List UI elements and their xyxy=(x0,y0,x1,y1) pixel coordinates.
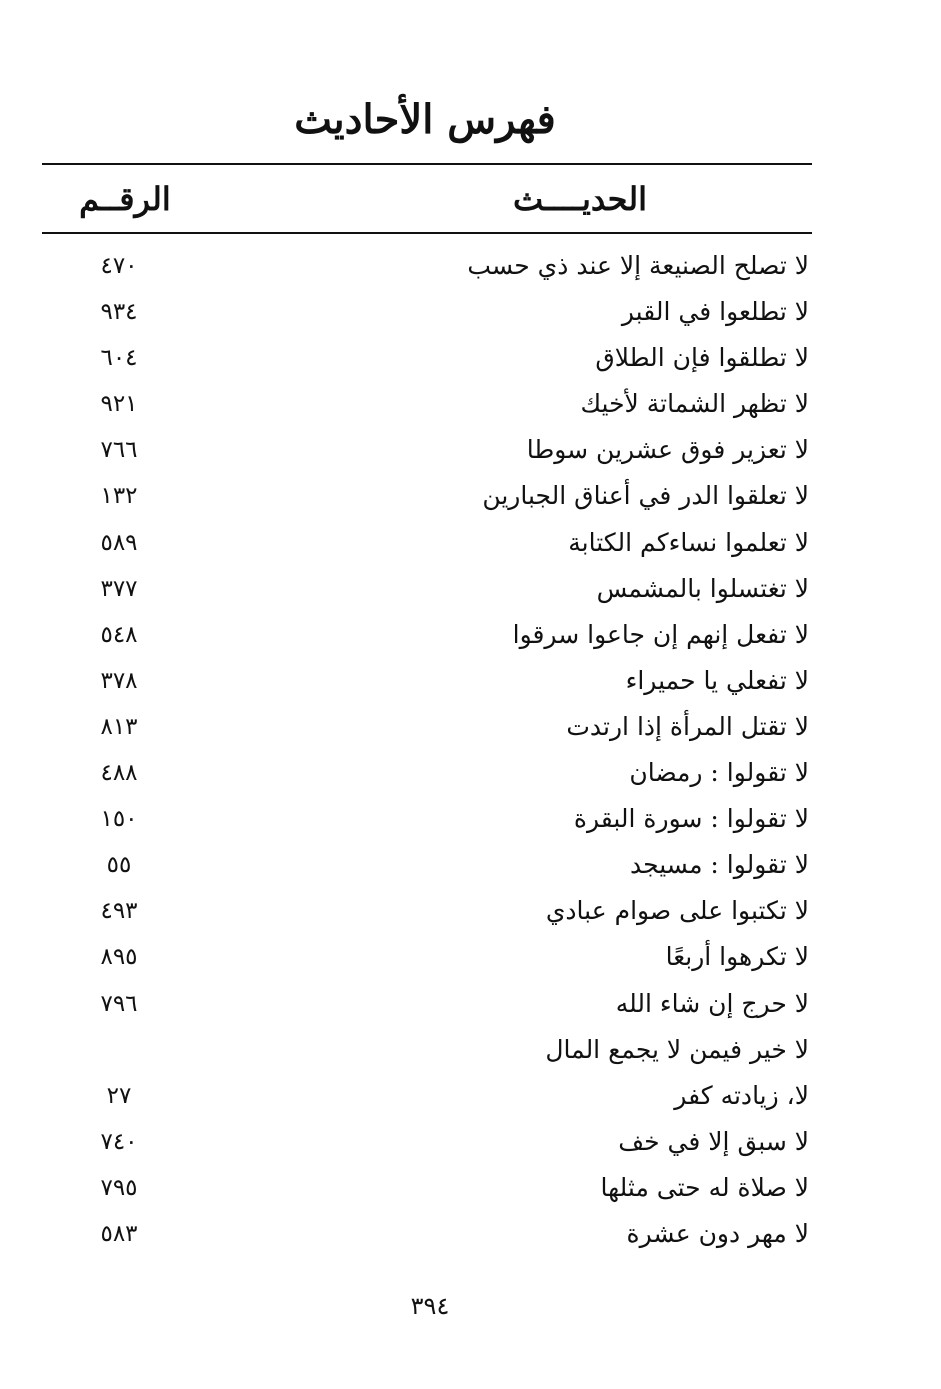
list-item xyxy=(0,1168,941,1214)
hadith-number: ١٣٢ xyxy=(100,483,138,510)
list-item xyxy=(0,246,941,292)
hadith-number: ٤٨٨ xyxy=(100,760,138,787)
list-item xyxy=(0,1076,941,1122)
list-item xyxy=(0,753,941,799)
hadith-number: ٥٥ xyxy=(106,852,132,879)
hadith-text: لا تعلموا نساءكم الكتابة xyxy=(568,527,809,557)
column-header-hadith: الحديــــث xyxy=(513,180,647,218)
list-item xyxy=(0,661,941,707)
list-item xyxy=(0,292,941,338)
hadith-text: لا تطلقوا فإن الطلاق xyxy=(595,343,809,373)
list-item xyxy=(0,937,941,983)
list-item xyxy=(0,384,941,430)
hadith-text: لا تعزير فوق عشرين سوطا xyxy=(526,435,809,465)
hadith-text: لا تعلقوا الدر في أعناق الجبارين xyxy=(482,481,809,511)
hadith-text: لا تقولوا : سورة البقرة xyxy=(573,804,809,834)
hadith-number: ٦٠٤ xyxy=(100,345,138,372)
hadith-number: ١٥٠ xyxy=(100,806,138,833)
column-header-number: الرقــم xyxy=(79,180,171,218)
hadith-number: ٩٣٤ xyxy=(100,299,138,326)
hadith-text: لا تظهر الشماتة لأخيك xyxy=(580,389,809,419)
hadith-number: ٣٧٨ xyxy=(100,667,138,694)
hadith-number: ٧٩٥ xyxy=(100,1174,138,1201)
list-item xyxy=(0,523,941,569)
list-item xyxy=(0,615,941,661)
hadith-text: لا تطلعوا في القبر xyxy=(621,297,809,327)
hadith-number: ٩٢١ xyxy=(100,391,138,418)
list-item xyxy=(0,891,941,937)
hadith-text: لا تقولوا : رمضان xyxy=(629,758,809,788)
hadith-text: لا سبق إلا في خف xyxy=(618,1126,809,1156)
hadith-number: ٨١٣ xyxy=(100,713,138,740)
hadith-number: ٧٦٦ xyxy=(100,437,138,464)
list-item xyxy=(0,984,941,1030)
hadith-text: لا تفعل إنهم إن جاعوا سرقوا xyxy=(512,619,809,649)
list-item xyxy=(0,1122,941,1168)
page-title: فهرس الأحاديث xyxy=(294,96,556,143)
hadith-text: لا حرج إن شاء الله xyxy=(615,988,809,1018)
hadith-index-list xyxy=(0,246,941,1260)
hadith-text: لا تقتل المرأة إذا ارتدت xyxy=(566,711,809,741)
hadith-number: ٥٨٣ xyxy=(100,1220,138,1247)
hadith-text: لا تفعلي يا حميراء xyxy=(625,665,809,695)
header-rule xyxy=(42,232,812,234)
page-number: ٣٩٤ xyxy=(410,1292,450,1320)
hadith-number: ٣٧٧ xyxy=(100,575,138,602)
hadith-text: لا تكرهوا أربعًا xyxy=(665,942,809,972)
hadith-number: ٤٧٠ xyxy=(100,253,138,279)
hadith-text: لا تقولوا : مسيجد xyxy=(629,850,809,880)
list-item xyxy=(0,430,941,476)
list-item xyxy=(0,476,941,522)
list-item xyxy=(0,1214,941,1260)
hadith-text: لا صلاة له حتى مثلها xyxy=(600,1172,809,1202)
list-item xyxy=(0,707,941,753)
hadith-number: ٤٩٣ xyxy=(100,898,138,925)
hadith-number: ٢٧ xyxy=(106,1082,132,1109)
hadith-number: ٥٨٩ xyxy=(100,529,138,556)
hadith-text: لا تصلح الصنيعة إلا عند ذي حسب xyxy=(467,251,809,280)
hadith-number: ٨٩٥ xyxy=(100,944,138,971)
list-item xyxy=(0,1030,941,1076)
hadith-number: ٧٩٦ xyxy=(100,990,138,1017)
hadith-number: ٥٤٨ xyxy=(100,621,138,648)
hadith-number: ٧٤٠ xyxy=(100,1128,138,1155)
list-item xyxy=(0,799,941,845)
hadith-text: لا مهر دون عشرة xyxy=(626,1218,809,1248)
list-item xyxy=(0,845,941,891)
hadith-text: لا تغتسلوا بالمشمس xyxy=(596,573,809,603)
hadith-text: لا تكتبوا على صوام عبادي xyxy=(545,896,809,926)
hadith-text: لا خير فيمن لا يجمع المال xyxy=(545,1034,809,1064)
hadith-text: لا، زيادته كفر xyxy=(674,1080,809,1110)
list-item xyxy=(0,569,941,615)
list-item xyxy=(0,338,941,384)
top-rule xyxy=(42,163,812,165)
